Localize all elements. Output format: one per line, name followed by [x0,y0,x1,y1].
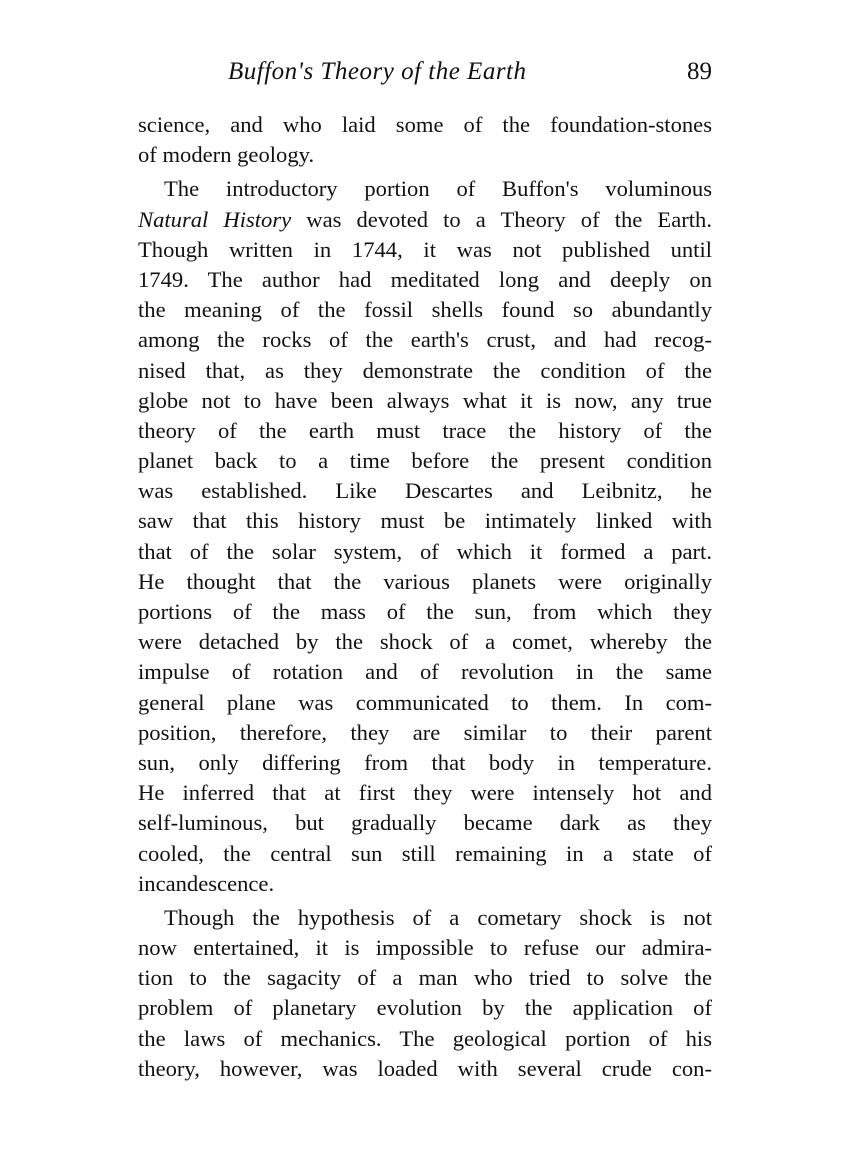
text-line: planet back to a time before the present condition [138,448,712,474]
text-line: that of the solar system, of which it formed a part. [138,538,712,564]
body-text [138,110,712,1084]
italic-title: Natural History [138,206,292,232]
text-line: were detached by the shock of a comet, whereby the [138,629,712,655]
text-line: self-luminous, but gradually became dark as they [138,810,712,836]
text-line: tion to the sagacity of a man who tried to solve the [138,965,712,991]
text-line: He inferred that at first they were intensely hot and [138,780,712,806]
paragraph [138,110,712,170]
text-line: saw that this history must be intimately linked with [138,508,712,534]
page-number: 89 [687,58,712,85]
text-line: incandescence. [138,870,275,896]
paragraph [138,903,712,1084]
text-line: was established. Like Descartes and Leibnitz, he [138,478,712,504]
text-line: position, therefore, they are similar to their parent [138,719,712,745]
text-line: theory of the earth must trace the history of the [138,417,712,443]
text-line: general plane was communicated to them. In com- [138,689,712,715]
text-line: globe not to have been always what it is now, any true [138,387,712,413]
text-line: 1749. The author had meditated long and deeply on [138,266,712,292]
paragraph [138,174,712,899]
text-line: of modern geology. [138,142,315,168]
text-line: science, and who laid some of the foundation-stones [138,112,712,137]
text-line: problem of planetary evolution by the application of [138,995,712,1021]
text-line: impulse of rotation and of revolution in the same [138,659,712,685]
running-head-title: Buffon's Theory of the Earth [228,58,527,85]
text-line: cooled, the central sun still remaining in a state of [138,840,712,866]
running-head [138,58,712,96]
text-line [138,205,712,235]
text-line: He thought that the various planets were originally [138,568,712,594]
book-page [138,58,712,1084]
text-line: The introductory portion of Buffon's voluminous [164,176,712,202]
text-line: theory, however, was loaded with several crude con- [138,1055,712,1081]
text-line: sun, only differing from that body in temperature. [138,749,712,775]
text-line: the meaning of the fossil shells found so abundantly [138,297,712,323]
text-line: the laws of mechanics. The geological portion of his [138,1025,712,1051]
text-line: among the rocks of the earth's crust, and had recog- [138,327,712,353]
text-line: nised that, as they demonstrate the condition of the [138,357,712,383]
text-line: Though written in 1744, it was not published until [138,236,712,262]
text-fragment: was devoted to a Theory of the Earth. [291,206,712,232]
text-line: Though the hypothesis of a cometary shock is not [164,904,712,930]
text-line: portions of the mass of the sun, from which they [138,599,712,624]
text-line: now entertained, it is impossible to refuse our admira- [138,935,712,961]
